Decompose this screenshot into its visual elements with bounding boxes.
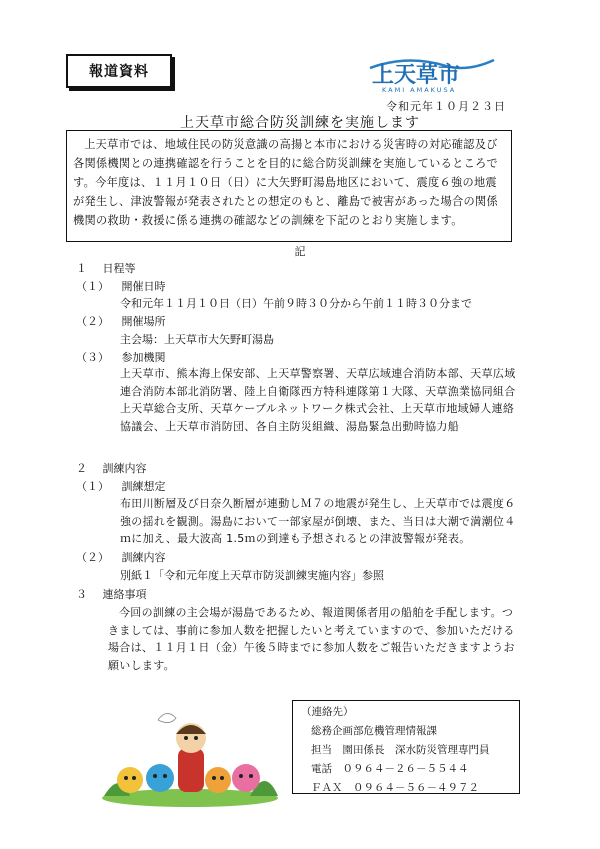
section-title: 訓練内容 (102, 462, 147, 475)
subsection-title: 訓練内容 (121, 551, 166, 564)
subsection-2-2-heading (76, 549, 166, 566)
subsection-number: （１） (76, 480, 109, 493)
subsection-title: 訓練想定 (121, 480, 166, 493)
contact-department: 総務企画部危機管理情報課 (311, 725, 437, 737)
subsection-number: （１） (76, 280, 109, 293)
section-2-heading (76, 460, 147, 477)
ki-marker: 記 (294, 245, 306, 258)
intro-text: 上天草市では、地域住民の防災意識の高揚と本市における災害時の対応確認及び各関係機関との連携確認を行うことを目的に総合防災訓練を実施しているところです。今年度は、１１月１０日（日）に大矢野町湯島地区において、震度６強の地震が発生し、津波警報が発表されたとの想定のもと、離島で被害があった場合の関係機関の救助・救援に係る連携の確認などの訓練を下記のとおり実施します。 (73, 138, 498, 227)
subsection-2-1-heading (76, 478, 166, 495)
logo-subtext: KAMI AMAKUSA (382, 86, 457, 94)
press-release-badge: 報道資料 (66, 54, 172, 88)
subsection-number: （３） (76, 351, 109, 364)
section-1-heading (76, 260, 136, 277)
subsection-1-2-heading (76, 313, 166, 330)
section-number: ３ (76, 588, 87, 601)
section-number: ２ (76, 462, 87, 475)
section-number: １ (76, 262, 87, 275)
event-venue: 主会場：上天草市大矢野町湯島 (120, 333, 274, 346)
drill-content-reference: 別紙１「令和元年度上天草市防災訓練実施内容」参照 (120, 569, 384, 582)
participating-agencies: 上天草市、熊本海上保安部、上天草警察署、天草広域連合消防本部、天草広域連合消防本部北消防署、陸上自衛隊西方特科連隊第１大隊、天草漁業協同組合上天草総合支所、天草ケーブルネットワーク株式会社、上天草市地域婦人連絡協議会、上天草市消防団、各自主防災組織、湯島緊急出動時協力船 (120, 367, 516, 433)
section-title: 日程等 (102, 262, 136, 275)
subsection-1-3-heading (76, 349, 166, 366)
section-3-heading (76, 586, 147, 603)
contact-phone: 電話 ０９６４－２６－５５４４ (311, 763, 469, 775)
city-logo-graphic (368, 50, 498, 94)
document-title: 上天草市総合防災訓練を実施します (180, 115, 420, 131)
release-date: 令和元年１０月２３日 (386, 100, 506, 113)
contact-staff: 担当 園田係長 深水防災管理専門員 (311, 744, 490, 756)
mascot-illustration (100, 700, 280, 808)
logo-text: 上天草市 (372, 63, 461, 88)
subsection-title: 開催場所 (121, 315, 166, 328)
contact-notice: 今回の訓練の主会場が湯島であるため、報道関係者用の船舶を手配します。つきましては、事前に参加人数を把握したいと考えていますので、参加いただける場合は、１１月１日（金）午後５時までに参加人数をご報告いただきますようお願いします。 (108, 606, 515, 672)
section-title: 連絡事項 (102, 588, 147, 601)
contact-box (292, 700, 520, 794)
subsection-title: 開催日時 (121, 280, 166, 293)
drill-scenario: 布田川断層及び日奈久断層が連動しＭ７の地震が発生し、上天草市では震度６強の揺れを観測。湯島において一部家屋が倒壊、また、当日は大潮で満潮位４ｍに加え、最大波高 1.5ｍの到達も予想されるとの津波警報が発表。 (120, 497, 516, 545)
subsection-1-1-heading (76, 278, 166, 295)
event-datetime: 令和元年１１月１０日（日）午前９時３０分から午前１１時３０分まで (120, 297, 472, 310)
contact-fax: ＦＡＸ ０９６４－５６－４９７２ (311, 782, 479, 794)
subsection-number: （２） (76, 315, 109, 328)
intro-box (66, 130, 512, 242)
contact-heading: （連絡先） (301, 706, 354, 718)
subsection-number: （２） (76, 551, 109, 564)
mascot-graphic (100, 700, 280, 808)
subsection-title: 参加機関 (121, 351, 166, 364)
city-logo (368, 50, 498, 94)
